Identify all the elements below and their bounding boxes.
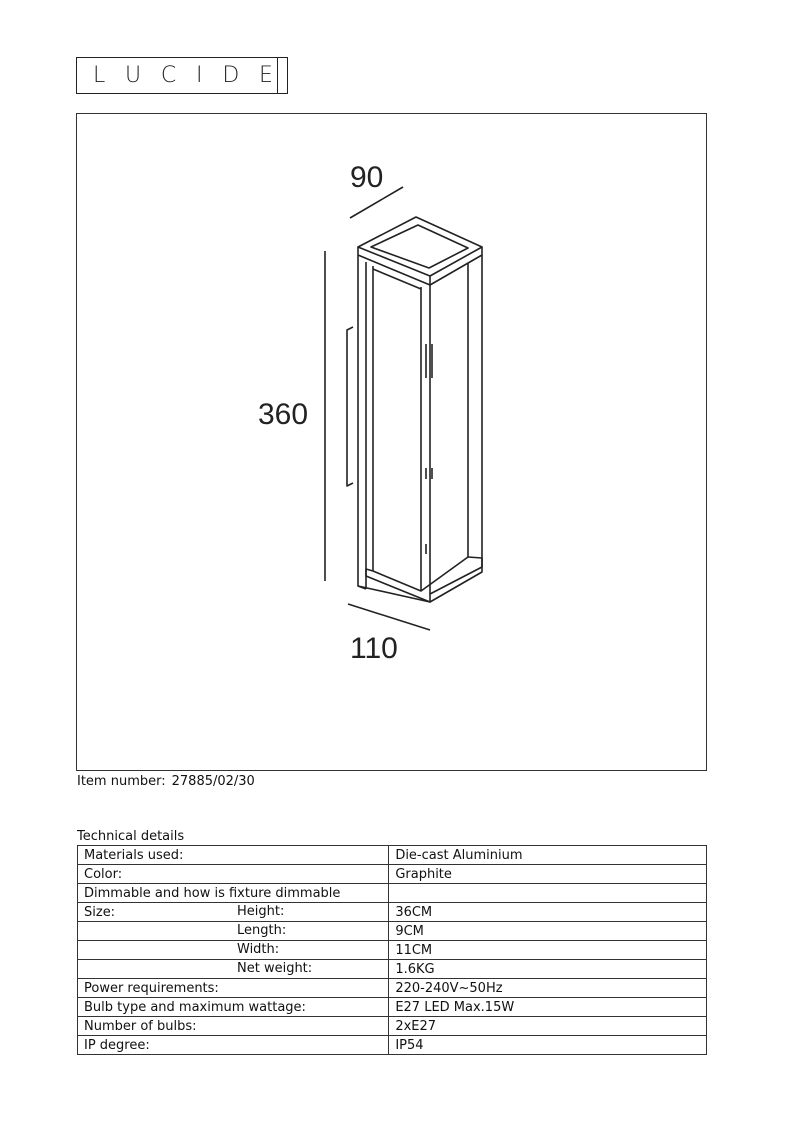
product-drawing-frame (76, 113, 707, 771)
spec-value: Graphite (389, 865, 707, 884)
spec-key: Number of bulbs: (84, 1018, 197, 1034)
item-number (77, 774, 255, 789)
logo-letter: U (125, 63, 142, 88)
item-number-value: 27885/02/30 (171, 774, 255, 789)
dimension-width-label: 90 (350, 161, 384, 194)
spec-subkey: Net weight: (237, 961, 313, 976)
table-row (78, 998, 707, 1017)
spec-key: Dimmable and how is fixture dimmable (84, 885, 341, 901)
logo-divider (277, 58, 278, 93)
spec-key: Bulb type and maximum wattage: (84, 999, 306, 1015)
dimension-height-label: 360 (258, 398, 309, 431)
spec-value: 11CM (389, 941, 707, 960)
spec-value: 1.6KG (389, 960, 707, 979)
spec-subkey: Length: (237, 923, 287, 938)
spec-value: 9CM (389, 922, 707, 941)
bottom-frame (366, 557, 482, 602)
logo-letter: E (259, 63, 273, 88)
table-row (78, 960, 707, 979)
lamp-line-drawing (77, 114, 708, 772)
table-row (78, 941, 707, 960)
logo-letter: D (222, 63, 240, 88)
spec-key: Materials used: (84, 847, 184, 863)
table-row (78, 922, 707, 941)
spec-value: 2xE27 (389, 1017, 707, 1036)
table-row (78, 1017, 707, 1036)
spec-key: Power requirements: (84, 980, 219, 996)
logo-letter: C (160, 63, 177, 88)
brand-logo (76, 57, 288, 94)
spec-subkey: Width: (237, 942, 280, 957)
spec-subkey: Height: (237, 904, 285, 919)
table-row (78, 884, 707, 903)
item-number-label: Item number: (77, 774, 166, 789)
table-row (78, 846, 707, 865)
spec-value: IP54 (389, 1036, 707, 1055)
spec-value (389, 884, 707, 903)
logo-letters (77, 58, 287, 93)
spec-value: 36CM (389, 903, 707, 922)
spec-value: 220-240V~50Hz (389, 979, 707, 998)
table-row (78, 865, 707, 884)
spec-key: Color: (84, 866, 123, 882)
body-left-edge (358, 255, 366, 589)
spec-value: E27 LED Max.15W (389, 998, 707, 1017)
logo-letter: L (93, 63, 106, 88)
logo-letter: I (196, 63, 203, 88)
wall-plate (347, 327, 353, 486)
dimension-depth-label: 110 (350, 632, 398, 665)
top-frame-inner (371, 225, 468, 268)
spec-key: IP degree: (84, 1037, 150, 1053)
technical-details-table (77, 845, 707, 1055)
table-row (78, 903, 707, 922)
dimension-line-depth (348, 604, 430, 630)
spec-value: Die-cast Aluminium (389, 846, 707, 865)
table-row (78, 979, 707, 998)
spec-key: Size: (84, 904, 116, 920)
table-row (78, 1036, 707, 1055)
technical-details-title: Technical details (77, 829, 185, 844)
